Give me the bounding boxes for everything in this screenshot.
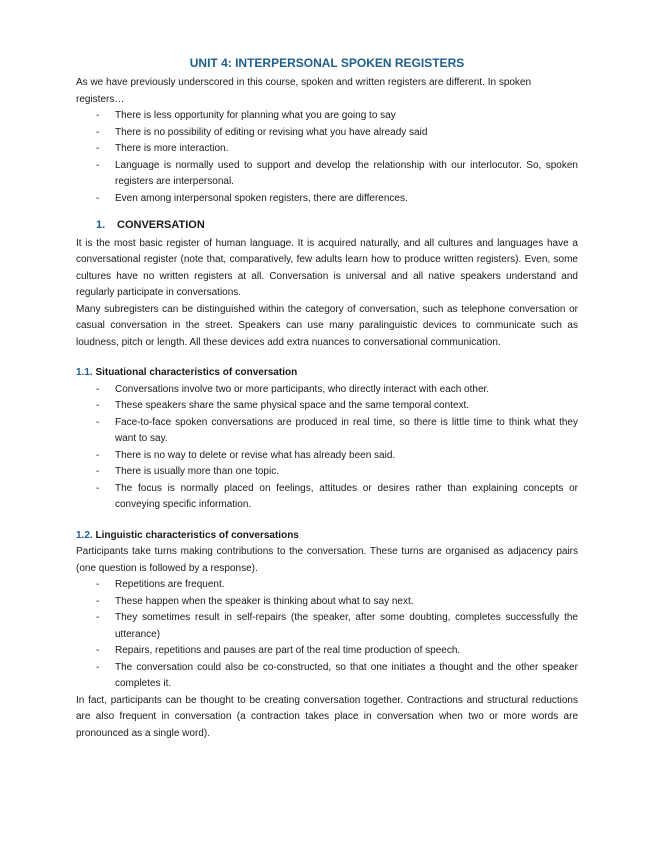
list-item: - They sometimes result in self-repairs (the speaker, after some doubting, completes successfully the utterance) — [96, 612, 578, 640]
list-item: - Even among interpersonal spoken registers, there are differences. — [76, 191, 578, 208]
section-number: 1. — [96, 219, 106, 231]
dash-bullet: - — [96, 449, 100, 461]
conversation-paragraph-1: It is the most basic register of human language. It is acquired naturally, and all cultures and languages have a conversational register (note that, comparatively, few adults learn how to produce written registers). Even, some cultures have no written registers at all. Conversation is universal and all native speakers understand and regularly participate in conversations. — [76, 237, 578, 298]
dash-bullet: - — [96, 143, 100, 154]
list-item: - There is more interaction. — [76, 141, 578, 158]
dash-bullet: - — [96, 400, 100, 411]
list-item: - Repairs, repetitions and pauses are part of the real time production of speech. — [76, 643, 578, 660]
linguistic-intro-paragraph: Participants take turns making contributions to the conversation. These turns are organised as adjacency pairs (one question is followed by a response). — [76, 546, 578, 574]
list-item: - Face-to-face spoken conversations are produced in real time, so there is little time to think what they want to say. — [96, 416, 578, 444]
dash-bullet: - — [96, 482, 100, 494]
list-item: - These speakers share the same physical space and the same temporal context. — [76, 398, 578, 415]
list-item: - The conversation could also be co-constructed, so that one initiates a thought and the other speaker completes it. — [96, 661, 578, 689]
dash-bullet: - — [96, 416, 100, 428]
linguistic-bullet-list — [76, 577, 578, 693]
intro-bullet-list — [76, 108, 578, 207]
subsection-title: Linguistic characteristics of conversations — [95, 529, 299, 541]
list-item: - There is usually more than one topic. — [76, 464, 578, 481]
dash-bullet: - — [96, 383, 100, 395]
list-item: - The focus is normally placed on feelings, attitudes or desires rather than explaining concepts or conveying specific information. — [96, 482, 578, 510]
dash-bullet: - — [96, 612, 100, 623]
dash-bullet: - — [96, 466, 100, 477]
subsection-number: 1.1. — [76, 367, 93, 378]
list-item: - There is less opportunity for planning what you are going to say — [76, 108, 578, 125]
subsection-title: Situational characteristics of conversation — [95, 367, 298, 378]
list-item: - Language is normally used to support and develop the relationship with our interlocutor. So, spoken registers are interpersonal. — [96, 159, 578, 187]
dash-bullet: - — [96, 661, 100, 673]
subsection-number: 1.2. — [76, 529, 93, 541]
section-title: CONVERSATION — [117, 219, 205, 231]
conversation-paragraph-2: Many subregisters can be distinguished within the category of conversation, such as telephone conversation or casual conversation in the street. Speakers can use many paralinguistic devices to communicate such as loudness, pitch or length. All these devices add extra nuances to conversational communication. — [76, 303, 578, 348]
list-item: - Repetitions are frequent. — [76, 577, 578, 594]
subsection-heading-situational — [76, 365, 578, 382]
subsection-heading-linguistic — [76, 528, 578, 545]
dash-bullet: - — [96, 192, 100, 204]
list-item: - There is no way to delete or revise what has already been said. — [76, 448, 578, 465]
linguistic-closing-paragraph: In fact, participants can be thought to be creating conversation together. Contractions and structural reductions are also frequent in conversation (a contraction takes place in conversation when two or more words are pronounced as a single word). — [76, 694, 578, 739]
dash-bullet: - — [96, 110, 100, 121]
dash-bullet: - — [96, 645, 100, 656]
intro-paragraph: As we have previously underscored in this course, spoken and written registers are different. In spoken registers… — [76, 77, 532, 105]
list-item: - Conversations involve two or more participants, who directly interact with each other. — [76, 382, 578, 399]
dash-bullet: - — [96, 579, 100, 590]
page-title: UNIT 4: INTERPERSONAL SPOKEN REGISTERS — [189, 56, 465, 70]
list-item: - These happen when the speaker is thinking about what to say next. — [76, 594, 578, 611]
list-item: - There is no possibility of editing or revising what you have already said — [76, 125, 578, 142]
dash-bullet: - — [96, 126, 100, 138]
dash-bullet: - — [96, 159, 100, 171]
situational-bullet-list — [76, 382, 578, 514]
section-heading-conversation — [76, 217, 578, 234]
dash-bullet: - — [96, 595, 100, 607]
